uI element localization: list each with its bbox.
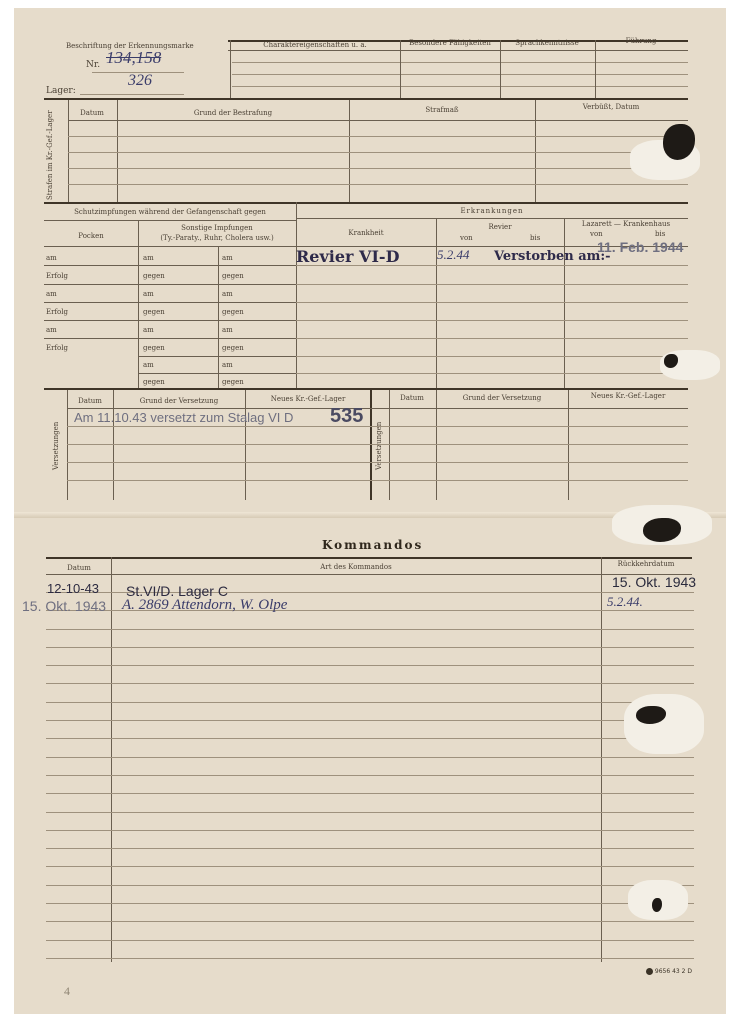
kommandos-row-line <box>46 848 694 849</box>
charakter-label: Charaktereigenschaften u. a. <box>263 41 367 49</box>
kommandos-row-line <box>46 665 694 666</box>
kommandos-row-line <box>46 647 694 648</box>
kommandos-title: Kommandos <box>322 538 424 552</box>
revier-label: Revier <box>488 223 512 231</box>
kommandos-row-line <box>46 757 694 758</box>
kommando-row-2-rueckkehr: 5.2.44. <box>607 594 643 609</box>
versetzungen-side-label-left: Versetzungen <box>52 421 60 470</box>
krankheit-label: Krankheit <box>348 229 384 237</box>
strafen-side-label: Strafen im Kr.-Gef.-Lager <box>46 110 54 200</box>
versetzung-entry: Am 11.10.43 versetzt zum Stalag VI D <box>74 410 294 425</box>
kommandos-row-line <box>46 812 694 813</box>
kommandos-row-line <box>46 720 694 721</box>
fuehrung-label: Führung <box>625 37 657 45</box>
kommandos-row-line <box>46 921 694 922</box>
kommandos-row-line <box>46 830 694 831</box>
nr-value: 134,158 <box>106 48 162 67</box>
kommandos-col-art: Art des Kommandos <box>320 563 392 571</box>
versetzung-lager-number: 535 <box>330 405 364 427</box>
print-code: 9656 43 2 D <box>646 968 692 975</box>
kommandos-row-line <box>46 629 694 630</box>
kommando-row-1-rueckkehr: 15. Okt. 1943 <box>612 574 697 590</box>
lazarett-label: Lazarett — Krankenhaus <box>581 220 671 228</box>
kommando-row-2-art: A. 2869 Attendorn, W. Olpe <box>122 597 288 613</box>
verstorben-stamp: Verstorben am:- <box>494 249 611 264</box>
versetzungen-side-label-right: Versetzungen <box>375 421 383 470</box>
sprachkenntnisse-label: Sprachkenntnisse <box>515 39 579 47</box>
kommandos-row-line <box>46 940 694 941</box>
impfungen-title: Schutzimpfungen während der Gefangenschaft gegen <box>74 208 266 216</box>
kommandos-row-line <box>46 738 694 739</box>
strafen-col-verbuesst: Verbüßt, Datum <box>582 103 640 111</box>
kommandos-row-line <box>46 793 694 794</box>
kommandos-col-rueckkehr: Rückkehrdatum <box>617 560 675 568</box>
revier-entry: Revier VI-D <box>296 247 400 266</box>
kommandos-row-line <box>46 903 694 904</box>
faehigkeiten-label: Besondere Fähigkeiten <box>409 39 491 47</box>
kommandos-row-line <box>46 683 694 684</box>
kommandos-row-line <box>46 775 694 776</box>
kommandos-row-line <box>46 702 694 703</box>
death-date-stamp: 11. Feb. 1944 <box>597 239 684 255</box>
kommandos-row-line <box>46 866 694 867</box>
lager-label: Lager: <box>46 86 76 96</box>
kommando-row-2-datum: 15. Okt. 1943 <box>22 598 107 614</box>
sonstige-label: Sonstige Impfungen <box>181 224 253 232</box>
corner-mark: 4 <box>64 984 70 998</box>
print-mark-icon <box>646 968 653 975</box>
strafen-col-grund: Grund der Bestrafung <box>193 109 273 117</box>
kommandos-row-line <box>46 958 694 959</box>
kommandos-col-datum: Datum <box>67 564 91 572</box>
kommandos-row-line <box>46 885 694 886</box>
strafen-col-strafmass: Strafmaß <box>425 106 459 114</box>
pocken-label: Pocken <box>78 232 104 240</box>
erkrankungen-title: Erkrankungen <box>460 207 524 215</box>
paper-damage <box>624 694 704 754</box>
kommando-row-1-datum: 12-10-43 <box>47 581 100 596</box>
strafen-col-datum: Datum <box>80 109 104 117</box>
kommando-row-1-art: St.VI/D. Lager C <box>126 583 228 599</box>
erkennungsmarke-label: Beschriftung der Erkennungsmarke <box>66 42 194 50</box>
nr-label: Nr. <box>86 60 101 70</box>
sonstige-sub: (Ty.-Paraty., Ruhr, Cholera usw.) <box>160 234 274 242</box>
lager-value: 326 <box>128 72 152 89</box>
revier-date: 5.2.44 <box>437 247 470 262</box>
